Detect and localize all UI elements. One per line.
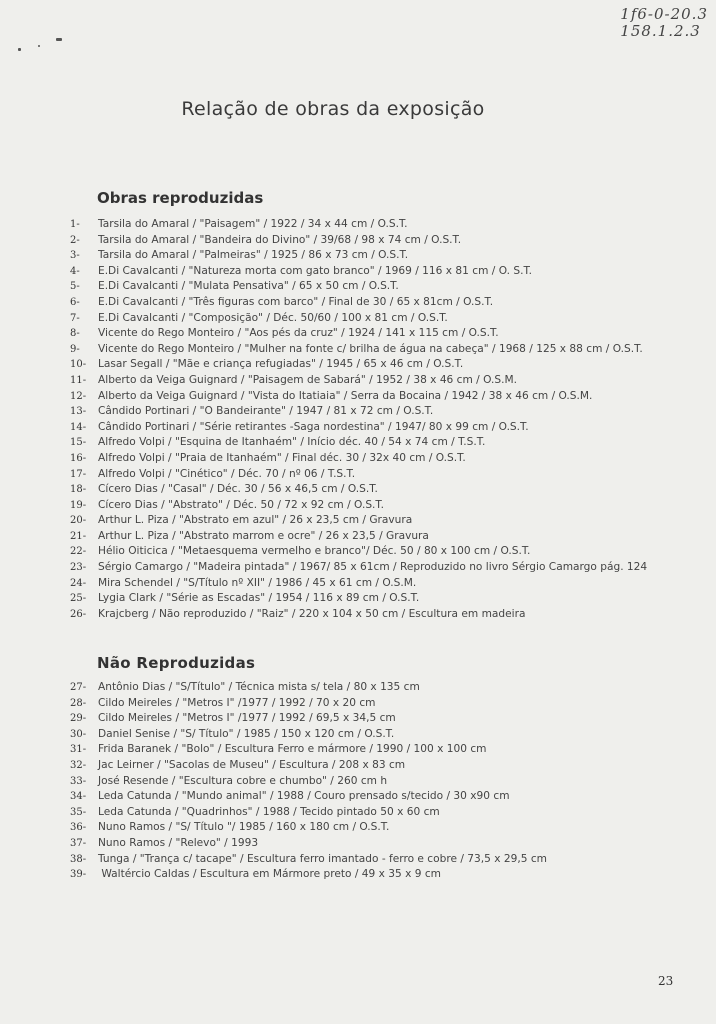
item-number: 20- xyxy=(70,515,87,527)
item-text: Sérgio Camargo / "Madeira pintada" / 1967/ 85 x 61cm / Reproduzido no livro Sérgio Camargo pág. 124 xyxy=(98,561,648,574)
item-number: 14- xyxy=(70,421,87,433)
item-number: 2- xyxy=(70,234,80,246)
list-item xyxy=(70,233,647,249)
item-number: 15- xyxy=(70,437,87,449)
item-text: Cândido Portinari / "O Bandeirante" / 1947 / 81 x 72 cm / O.S.T. xyxy=(98,405,434,418)
item-text: Frida Baranek / "Bolo" / Escultura Ferro e mármore / 1990 / 100 x 100 cm xyxy=(98,743,487,756)
scan-speck xyxy=(38,45,40,47)
item-text: Alfredo Volpi / "Cinético" / Déc. 70 / nº 06 / T.S.T. xyxy=(98,467,356,480)
item-text: Vicente do Rego Monteiro / "Mulher na fonte c/ brilha de água na cabeça" / 1968 / 125 x 88 cm / O.S.T. xyxy=(98,342,643,355)
item-text: Cícero Dias / "Casal" / Déc. 30 / 56 x 46,5 cm / O.S.T. xyxy=(98,483,378,496)
item-text: Leda Catunda / "Mundo animal" / 1988 / Couro prensado s/tecido / 30 x90 cm xyxy=(98,790,510,803)
list-item xyxy=(70,342,647,358)
item-number: 22- xyxy=(70,546,87,558)
page-title: Relação de obras da exposição xyxy=(181,98,485,120)
list-item xyxy=(70,560,647,576)
handwritten-reference xyxy=(620,6,708,40)
item-number: 16- xyxy=(70,452,87,464)
item-number: 21- xyxy=(70,530,87,542)
item-number: 10- xyxy=(70,359,87,371)
list-item xyxy=(70,805,547,821)
item-number: 18- xyxy=(70,484,87,496)
list-item xyxy=(70,295,647,311)
item-number: 34- xyxy=(70,791,87,803)
item-number: 35- xyxy=(70,806,87,818)
item-number: 8- xyxy=(70,328,80,340)
item-number: 23- xyxy=(70,562,87,574)
list-item xyxy=(70,727,547,743)
list-item xyxy=(70,836,547,852)
item-text: Alfredo Volpi / "Esquina de Itanhaém" / Início déc. 40 / 54 x 74 cm / T.S.T. xyxy=(98,436,486,449)
item-text: E.Di Cavalcanti / "Natureza morta com gato branco" / 1969 / 116 x 81 cm / O. S.T. xyxy=(98,264,533,277)
item-number: 1- xyxy=(70,219,80,230)
item-number: 19- xyxy=(70,499,87,511)
item-text: Tarsila do Amaral / "Bandeira do Divino" / 39/68 / 98 x 74 cm / O.S.T. xyxy=(98,233,462,246)
item-text: Hélio Oiticica / "Metaesquema vermelho e branco"/ Déc. 50 / 80 x 100 cm / O.S.T. xyxy=(98,545,531,558)
item-text: Tarsila do Amaral / "Paisagem" / 1922 / 34 x 44 cm / O.S.T. xyxy=(98,218,408,230)
reproduced-works-list xyxy=(70,217,647,622)
list-item xyxy=(70,696,547,712)
item-text: Lasar Segall / "Mãe e criança refugiadas" / 1945 / 65 x 46 cm / O.S.T. xyxy=(98,358,464,371)
item-number: 6- xyxy=(70,296,80,308)
section-heading-not-reproduced: Não Reproduzidas xyxy=(97,654,256,672)
handwritten-line-2: 158.1.2.3 xyxy=(620,22,701,40)
list-item xyxy=(70,217,647,233)
item-number: 26- xyxy=(70,608,87,620)
item-number: 3- xyxy=(70,250,80,262)
list-item xyxy=(70,774,547,790)
item-text: Tarsila do Amaral / "Palmeiras" / 1925 / 86 x 73 cm / O.S.T. xyxy=(98,249,409,262)
list-item xyxy=(70,264,647,280)
item-text: Lygia Clark / "Série as Escadas" / 1954 / 116 x 89 cm / O.S.T. xyxy=(98,592,420,605)
list-item xyxy=(70,404,647,420)
item-text: Alberto da Veiga Guignard / "Vista do Itatiaia" / Serra da Bocaina / 1942 / 38 x 46 cm / O.S.M. xyxy=(98,389,593,402)
item-number: 11- xyxy=(70,374,87,386)
item-number: 37- xyxy=(70,837,87,849)
item-text: Alberto da Veiga Guignard / "Paisagem de Sabará" / 1952 / 38 x 46 cm / O.S.M. xyxy=(98,373,517,386)
list-item xyxy=(70,435,647,451)
item-text: Waltércio Caldas / Escultura em Mármore preto / 49 x 35 x 9 cm xyxy=(98,868,441,881)
item-number: 24- xyxy=(70,577,87,589)
list-item xyxy=(70,789,547,805)
list-item xyxy=(70,576,647,592)
list-item xyxy=(70,373,647,389)
item-number: 36- xyxy=(70,822,87,834)
item-number: 38- xyxy=(70,853,87,865)
item-text: Arthur L. Piza / "Abstrato marrom e ocre" / 26 x 23,5 / Gravura xyxy=(98,529,429,542)
list-item xyxy=(70,311,647,327)
list-item xyxy=(70,482,647,498)
item-text: Mira Schendel / "S/Título nº XII" / 1986 / 45 x 61 cm / O.S.M. xyxy=(98,576,417,589)
item-number: 32- xyxy=(70,759,87,771)
list-item xyxy=(70,467,647,483)
list-item xyxy=(70,498,647,514)
item-text: Cícero Dias / "Abstrato" / Déc. 50 / 72 x 92 cm / O.S.T. xyxy=(98,498,384,511)
list-item xyxy=(70,680,547,696)
item-text: E.Di Cavalcanti / "Três figuras com barco" / Final de 30 / 65 x 81cm / O.S.T. xyxy=(98,295,494,308)
item-text: Krajcberg / Não reproduzido / "Raiz" / 220 x 104 x 50 cm / Escultura em madeira xyxy=(98,607,526,620)
scan-speck xyxy=(56,38,62,41)
list-item xyxy=(70,451,647,467)
item-number: 9- xyxy=(70,343,80,355)
list-item xyxy=(70,279,647,295)
not-reproduced-works-list xyxy=(70,680,547,883)
list-item xyxy=(70,513,647,529)
item-number: 39- xyxy=(70,869,87,881)
item-text: Arthur L. Piza / "Abstrato em azul" / 26 x 23,5 cm / Gravura xyxy=(98,514,413,527)
item-number: 29- xyxy=(70,713,87,725)
list-item xyxy=(70,591,647,607)
scan-speck xyxy=(18,48,21,51)
list-item xyxy=(70,420,647,436)
item-number: 5- xyxy=(70,281,80,293)
list-item xyxy=(70,529,647,545)
item-text: E.Di Cavalcanti / "Mulata Pensativa" / 65 x 50 cm / O.S.T. xyxy=(98,280,399,293)
list-item xyxy=(70,820,547,836)
item-number: 31- xyxy=(70,744,87,756)
list-item xyxy=(70,357,647,373)
item-text: Cândido Portinari / "Série retirantes -Saga nordestina" / 1947/ 80 x 99 cm / O.S.T. xyxy=(98,420,529,433)
item-number: 12- xyxy=(70,390,87,402)
item-number: 27- xyxy=(70,682,87,693)
list-item xyxy=(70,326,647,342)
list-item xyxy=(70,607,647,623)
item-text: Cildo Meireles / "Metros I" /1977 / 1992 / 69,5 x 34,5 cm xyxy=(98,712,396,725)
item-text: José Resende / "Escultura cobre e chumbo" / 260 cm h xyxy=(98,774,388,787)
item-text: Leda Catunda / "Quadrinhos" / 1988 / Tecido pintado 50 x 60 cm xyxy=(98,805,440,818)
list-item xyxy=(70,758,547,774)
item-number: 33- xyxy=(70,775,87,787)
item-number: 17- xyxy=(70,468,87,480)
list-item xyxy=(70,544,647,560)
page-number: 23 xyxy=(658,974,674,988)
item-text: Vicente do Rego Monteiro / "Aos pés da cruz" / 1924 / 141 x 115 cm / O.S.T. xyxy=(98,327,499,340)
item-text: Nuno Ramos / "S/ Título "/ 1985 / 160 x 180 cm / O.S.T. xyxy=(98,821,390,834)
item-number: 30- xyxy=(70,728,87,740)
item-text: E.Di Cavalcanti / "Composição" / Déc. 50/60 / 100 x 81 cm / O.S.T. xyxy=(98,311,448,324)
item-text: Tunga / "Trança c/ tacape" / Escultura ferro imantado - ferro e cobre / 73,5 x 29,5 cm xyxy=(98,852,547,865)
section-heading-reproduced: Obras reproduzidas xyxy=(97,189,264,207)
item-number: 28- xyxy=(70,697,87,709)
list-item xyxy=(70,852,547,868)
item-number: 25- xyxy=(70,593,87,605)
list-item xyxy=(70,248,647,264)
list-item xyxy=(70,389,647,405)
item-text: Cildo Meireles / "Metros I" /1977 / 1992 / 70 x 20 cm xyxy=(98,696,376,709)
handwritten-line-1: 1f6-0-20.3 xyxy=(620,5,708,23)
item-number: 4- xyxy=(70,265,80,277)
item-number: 13- xyxy=(70,406,87,418)
item-text: Daniel Senise / "S/ Título" / 1985 / 150 x 120 cm / O.S.T. xyxy=(98,727,395,740)
list-item xyxy=(70,742,547,758)
item-text: Nuno Ramos / "Relevo" / 1993 xyxy=(98,836,259,849)
item-text: Antônio Dias / "S/Título" / Técnica mista s/ tela / 80 x 135 cm xyxy=(98,681,420,693)
list-item xyxy=(70,711,547,727)
item-text: Alfredo Volpi / "Praia de Itanhaém" / Final déc. 30 / 32x 40 cm / O.S.T. xyxy=(98,451,466,464)
item-number: 7- xyxy=(70,312,80,324)
list-item xyxy=(70,867,547,883)
item-text: Jac Leirner / "Sacolas de Museu" / Escultura / 208 x 83 cm xyxy=(98,758,406,771)
